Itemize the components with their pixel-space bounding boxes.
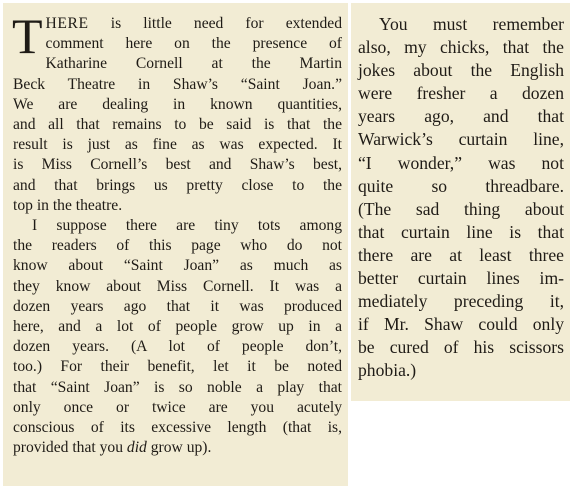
text-line: dozen years. (A lot of people don’t, bbox=[13, 338, 342, 356]
text-line: jokes about the English bbox=[358, 60, 564, 81]
drop-cap: T bbox=[12, 8, 43, 64]
text-line: You must remember bbox=[379, 14, 564, 34]
first-word: HERE bbox=[45, 15, 89, 32]
text-line: conscious of its excessive length (that is, bbox=[13, 419, 342, 437]
text-line: if Mr. Shaw could only bbox=[358, 314, 564, 335]
text-line: there are at least three bbox=[358, 244, 564, 265]
text-line: phobia.) bbox=[358, 360, 417, 381]
paragraph-2 bbox=[13, 216, 342, 458]
text-line: too.) For their benefit, let it be noted bbox=[13, 358, 342, 376]
paragraph-1 bbox=[12, 8, 342, 216]
text-line: that curtain line is that bbox=[358, 221, 564, 242]
text-line: the readers of this page who do not bbox=[13, 237, 342, 255]
text-line: comment here on the presence of bbox=[45, 35, 342, 53]
text-line: Warwick’s curtain line, bbox=[358, 129, 564, 150]
text-line: they know about Miss Cornell. It was a bbox=[13, 277, 342, 295]
text-line: top in the theatre. bbox=[13, 196, 123, 214]
text-line: dozen years ago that it was produced bbox=[13, 297, 342, 315]
text-line: I suppose there are tiny tots among bbox=[32, 217, 342, 235]
italic-word: did bbox=[126, 439, 147, 457]
text-line: be cured of his scissors bbox=[358, 337, 564, 358]
text-line: that “Saint Joan” is so noble a play that bbox=[13, 378, 342, 396]
text-line: know about “Saint Joan” as much as bbox=[13, 257, 342, 275]
text-line: here, and a lot of people grow up in a bbox=[13, 318, 342, 336]
text-line bbox=[13, 438, 342, 458]
text-line: “I wonder,” was not bbox=[358, 152, 564, 173]
text-line: is Miss Cornell’s best and Shaw’s best, bbox=[13, 156, 342, 174]
text-run: provided that you bbox=[13, 439, 127, 457]
text-line: only once or twice are you acutely bbox=[13, 398, 342, 416]
right-clipping bbox=[351, 3, 570, 401]
text-line: also, my chicks, that the bbox=[358, 37, 564, 58]
text-line: We are dealing in known quantities, bbox=[13, 95, 342, 113]
text-line: quite so threadbare. bbox=[358, 175, 564, 196]
text-line: and all that remains to be said is that the bbox=[13, 116, 342, 134]
text-line: years ago, and that bbox=[358, 106, 564, 127]
text-line: better curtain lines im- bbox=[358, 268, 564, 289]
text-line: Beck Theatre in Shaw’s “Saint Joan.” bbox=[13, 75, 342, 93]
text-line: (The sad thing about bbox=[358, 198, 564, 219]
text-run: is little need for extended bbox=[88, 15, 342, 32]
text-line bbox=[13, 14, 342, 34]
text-line: and that brings us pretty close to the bbox=[13, 176, 342, 194]
text-run: grow up). bbox=[146, 439, 212, 457]
text-line: result is just as fine as was expected. It bbox=[13, 136, 342, 154]
text-line: were fresher a dozen bbox=[358, 83, 564, 104]
left-clipping bbox=[3, 3, 348, 486]
text-line: mediately preceding it, bbox=[358, 291, 564, 312]
text-line: Katharine Cornell at the Martin bbox=[45, 55, 342, 73]
